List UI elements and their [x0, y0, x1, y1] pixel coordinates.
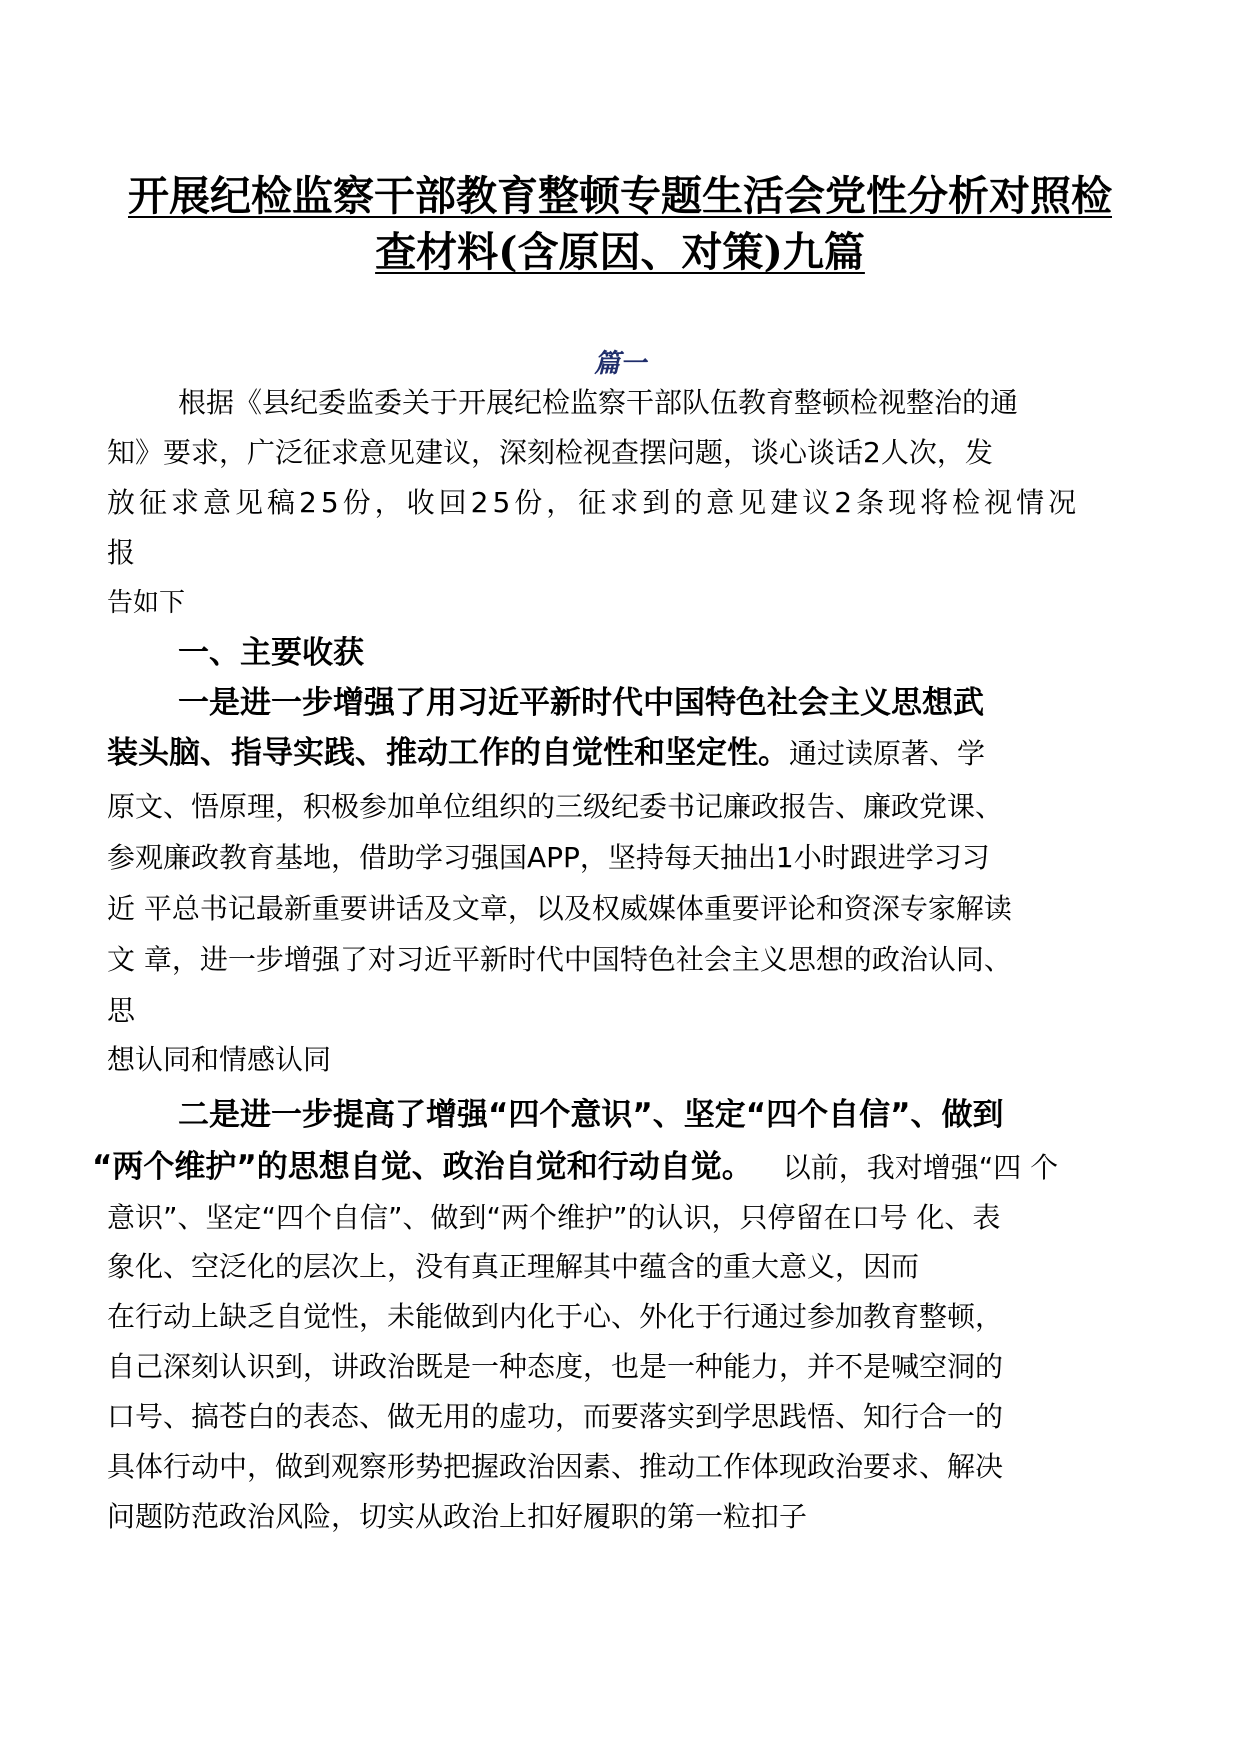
para1-line-4: 报: [107, 536, 136, 569]
item2-body-line-4: 自己深刻认识到，讲政治既是一种态度，也是一种能力，并不是喊空洞的: [107, 1350, 1004, 1383]
item1-body-line-5: 思: [107, 994, 136, 1027]
item1-body-line-3: 近 平总书记最新重要讲话及文章，以及权威媒体重要评论和资深专家解读: [107, 892, 1012, 925]
para1-line-2: 知》要求，广泛征求意见建议，深刻检视查摆问题，谈心谈话2人次，发: [107, 436, 993, 469]
item1-body-line-6: 想认同和情感认同: [107, 1043, 332, 1076]
item2-body-line-6: 具体行动中，做到观察形势把握政治因素、推动工作体现政治要求、解决: [107, 1450, 1004, 1483]
title-line-2: 查材料(含原因、对策)九篇: [375, 228, 865, 276]
heading-main-gains: 一、主要收获: [178, 635, 364, 671]
item1-body-line-2: 参观廉政教育基地，借助学习强国APP，坚持每天抽出1小时跟进学习习: [107, 841, 990, 874]
item1-bold-line-2: 装头脑、指导实践、推动工作的自觉性和坚定性。: [107, 735, 789, 771]
section-label: 篇一: [593, 349, 646, 379]
item2-line-2: [92, 1147, 1058, 1188]
item1-body-line-4: 文 章，进一步增强了对习近平新时代中国特色社会主义思想的政治认同、: [107, 943, 1012, 976]
para1-line-5: 告如下: [107, 588, 186, 618]
item2-body-line-3: 在行动上缺乏自觉性，未能做到内化于心、外化于行通过参加教育整顿，: [107, 1300, 1004, 1333]
para1-line-1: 根据《县纪委监委关于开展纪检监察干部队伍教育整顿检视整治的通: [178, 386, 1019, 419]
item2-tail: 以前，我对增强“四 个: [782, 1151, 1059, 1184]
item2-body-line-2: 象化、空泛化的层次上，没有真正理解其中蕴含的重大意义，因而: [107, 1250, 920, 1283]
item2-bold-line-2: “两个维护”的思想自觉、政治自觉和行动自觉。: [92, 1149, 753, 1185]
title-line-1: 开展纪检监察干部教育整顿专题生活会党性分析对照检: [128, 172, 1112, 220]
item1-line-2: [107, 733, 985, 774]
item2-bold-line-1: 二是进一步提高了增强“四个意识”、坚定“四个自信”、做到: [178, 1097, 1004, 1133]
item2-body-line-7: 问题防范政治风险，切实从政治上扣好履职的第一粒扣子: [107, 1500, 808, 1533]
item1-body-line-1: 原文、悟原理，积极参加单位组织的三级纪委书记廉政报告、廉政党课、: [107, 790, 1004, 823]
item1-tail: 通过读原著、学: [789, 737, 986, 770]
item2-body-line-1: 意识”、坚定“四个自信”、做到“两个维护”的认识，只停留在口号 化、表: [107, 1201, 1001, 1234]
item1-bold-line-1: 一是进一步增强了用习近平新时代中国特色社会主义思想武: [178, 685, 984, 721]
item2-body-line-5: 口号、搞苍白的表态、做无用的虚功，而要落实到学思践悟、知行合一的: [107, 1400, 1004, 1433]
document-title: [100, 168, 1140, 280]
para1-line-3: 放征求意见稿25份，收回25份，征求到的意见建议2条现将检视情况: [107, 486, 1081, 519]
